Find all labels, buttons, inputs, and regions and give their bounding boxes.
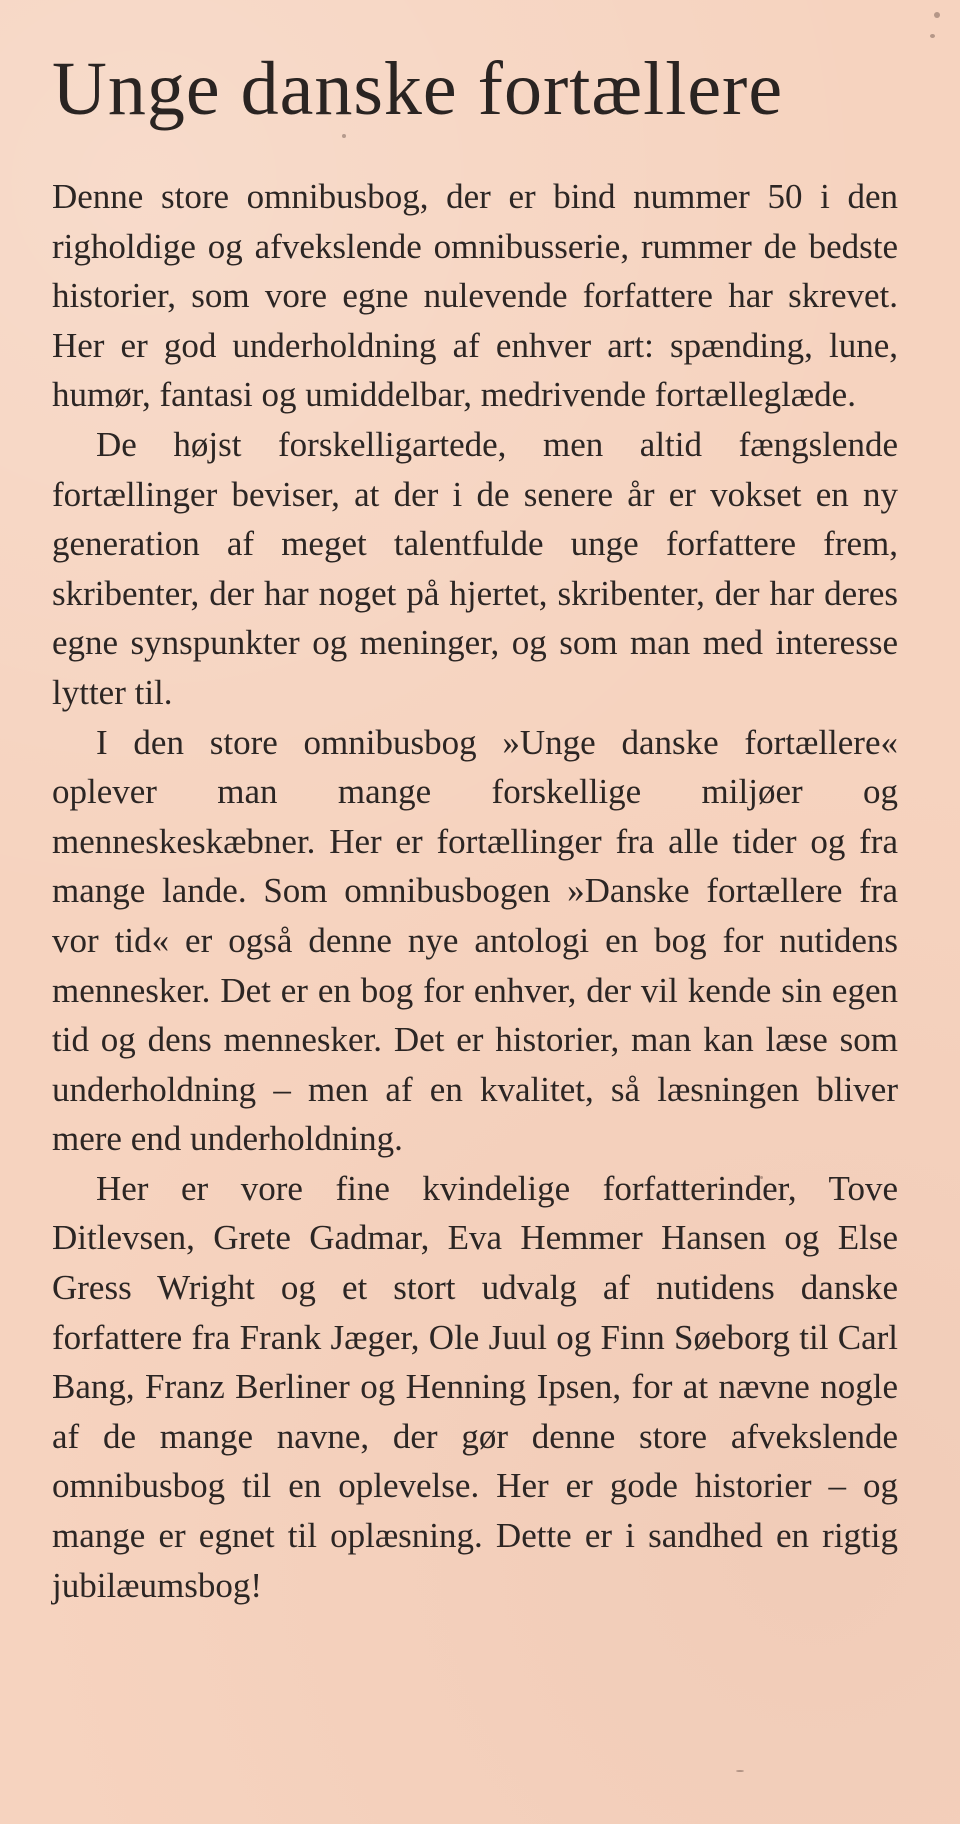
paper-speck	[736, 1770, 744, 1772]
body-text	[52, 172, 898, 1610]
paper-speck	[342, 134, 346, 138]
paragraph-4: Her er vore fine kvindelige forfatterinder, Tove Ditlevsen, Grete Gadmar, Eva Hemmer Hansen og Else Gress Wright og et stort udvalg af nutidens danske forfattere fra Frank Jæger, Ole Juul og Finn Søeborg til Carl Bang, Franz Berliner og Henning Ipsen, for at nævne nogle af de mange navne, der gør denne store afvekslende omnibusbog til en oplevelse. Her er gode historier – og mange er egnet til oplæsning. Dette er i sandhed en rigtig jubilæumsbog!	[52, 1168, 898, 1605]
paragraph-3: I den store omnibusbog »Unge danske fortællere« oplever man mange forskellige miljøer og menneskeskæbner. Her er fortællinger fra alle tider og fra mange lande. Som omnibusbogen »Danske fortællere fra vor tid« er også denne nye antologi en bog for nutidens mennesker. Det er en bog for enhver, der vil kende sin egen tid og dens mennesker. Det er historier, man kan læse som underholdning – men af en kvalitet, så læsningen bliver mere end underholdning.	[52, 722, 898, 1159]
paper-speck	[930, 34, 935, 38]
paper-speck	[934, 12, 940, 18]
paragraph-2: De højst forskelligartede, men altid fængslende fortællinger beviser, at der i de senere år er vokset en ny generation af meget talentfulde unge forfattere frem, skribenter, der har noget på hjertet, skribenter, der har deres egne synspunkter og meninger, og som man med interesse lytter til.	[52, 424, 898, 712]
paragraph-1: Denne store omnibusbog, der er bind nummer 50 i den righoldige og afvekslende omnibusserie, rummer de bedste historier, som vore egne nulevende forfattere har skrevet. Her er god underholdning af enhver art: spænding, lune, humør, fantasi og umiddelbar, medrivende fortælleglæde.	[52, 177, 898, 415]
page-title: Unge danske fortællere	[52, 47, 784, 131]
paper-speck	[760, 1176, 763, 1179]
